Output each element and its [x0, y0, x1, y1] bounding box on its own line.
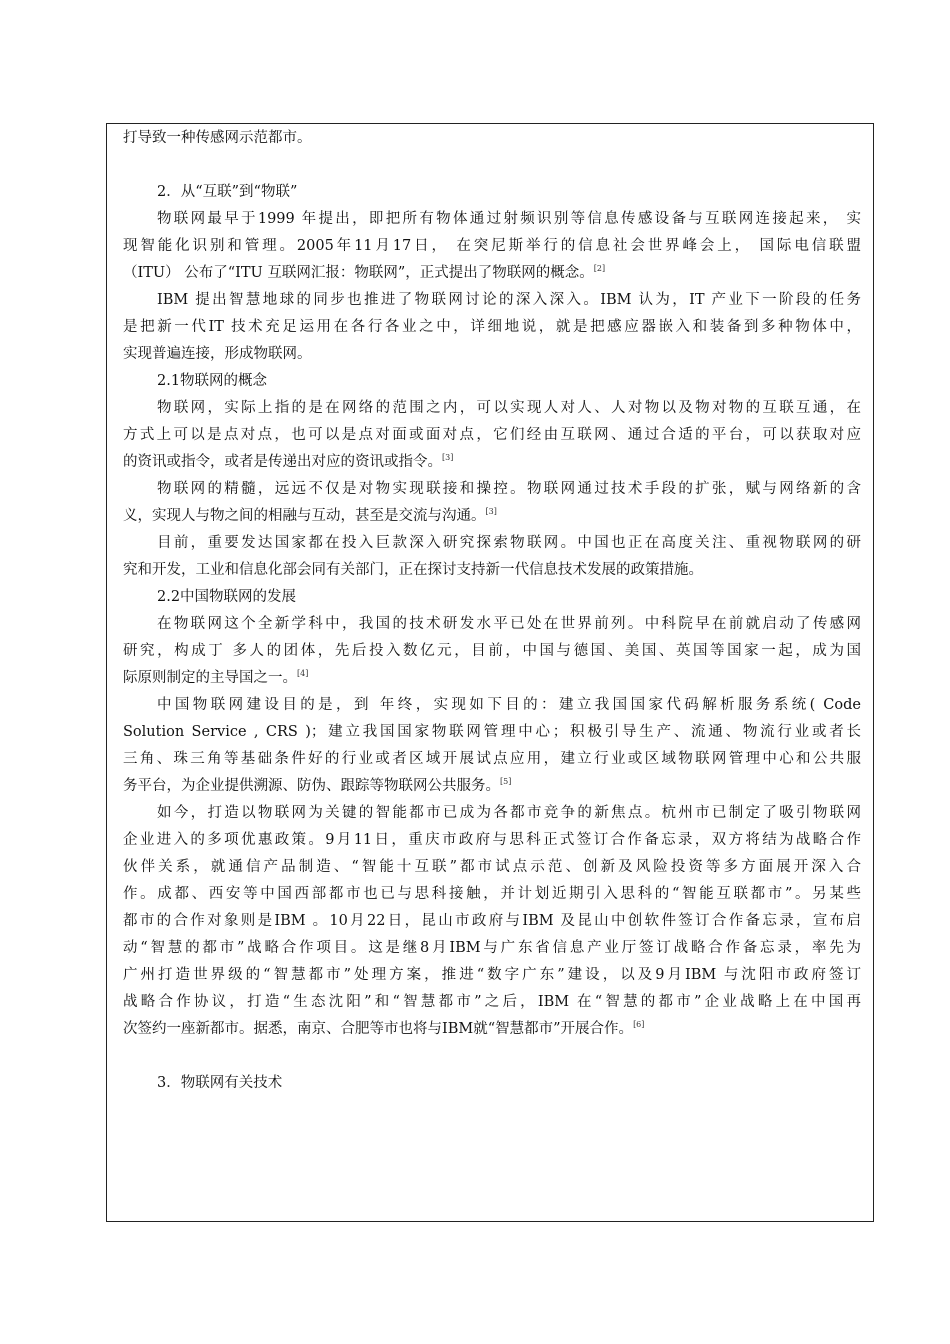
text-line: 现智能化识别和管理。2005年11月17日， 在突尼斯举行的信息社会世界峰会上， 国际电信联盟	[123, 238, 861, 254]
citation-ref: [3]	[442, 453, 454, 462]
text-line: 物联网的精髓，远远不仅是对物实现联接和操控。物联网通过技术手段的扩张，赋与网络新的含	[157, 481, 861, 497]
document-body	[123, 125, 861, 1097]
text-line: 如今，打造以物联网为关键的智能都市已成为各都市竞争的新焦点。杭州市已制定了吸引物联网	[157, 805, 861, 821]
citation-ref: [4]	[297, 669, 309, 678]
subsection-2-1-title: 2.1物联网的概念	[157, 373, 268, 389]
text-line: 物联网最早于1999 年提出，即把所有物体通过射频识别等信息传感设备与互联网连接起来， 实	[157, 211, 861, 227]
paragraph	[123, 206, 861, 287]
text-line: 中国物联网建设目的是，到 年终，实现如下目的：建立我国国家代码解析服务系统( Code	[157, 697, 861, 713]
text-line: 是把新一代IT 技术充足运用在各行各业之中，详细地说，就是把感应器嵌入和装备到多种物体中，	[123, 319, 861, 335]
text-line: （ITU） 公布了“ITU 互联网汇报：物联网”，正式提出了物联网的概念。[2]	[123, 264, 606, 281]
section-2-title: 2．从“互联”到“物联”	[157, 184, 298, 200]
text-line: 广州打造世界级的“智慧都市”处理方案，推进“数字广东”建设，以及9月IBM 与沈阳市政府签订	[123, 967, 861, 983]
text-line: 的资讯或指令，或者是传递出对应的资讯或指令。[3]	[123, 453, 454, 470]
text-line: 目前，重要发达国家都在投入巨款深入研究探索物联网。中国也正在高度关注、重视物联网的研	[157, 535, 861, 551]
text-line: 义，实现人与物之间的相融与互动，甚至是交流与沟通。[3]	[123, 507, 497, 524]
text-line: 次签约一座新都市。据悉，南京、合肥等市也将与IBM就“智慧都市”开展合作。[6]	[123, 1020, 645, 1037]
text-line: 物联网，实际上指的是在网络的范围之内，可以实现人对人、人对物以及物对物的互联互通，在	[157, 400, 861, 416]
text-line: 际原则制定的主导国之一。[4]	[123, 669, 309, 686]
citation-ref: [5]	[500, 777, 512, 786]
paragraph	[123, 692, 861, 800]
text-line: 实现普遍连接，形成物联网。	[123, 346, 312, 362]
subsection-2-2-title: 2.2中国物联网的发展	[157, 589, 297, 605]
text-line: 研究，构成丁 多人的团体，先后投入数亿元，目前，中国与德国、美国、英国等国家一起，成为国	[123, 643, 861, 659]
text-line: 三角、珠三角等基础条件好的行业或者区域开展试点应用，建立行业或区域物联网管理中心和公共服	[123, 751, 861, 767]
paragraph	[123, 611, 861, 692]
citation-ref: [6]	[633, 1020, 645, 1029]
text-line: 作。成都、西安等中国西部都市也已与思科接触，并计划近期引入思科的“智能互联都市”。另某些	[123, 886, 861, 902]
spacer	[123, 1043, 861, 1070]
paragraph	[123, 395, 861, 476]
paragraph	[123, 530, 861, 584]
paragraph	[123, 287, 861, 368]
text-line: 务平台，为企业提供溯源、防伪、跟踪等物联网公共服务。[5]	[123, 777, 512, 794]
paragraph	[123, 476, 861, 530]
citation-ref: [3]	[485, 507, 497, 516]
paragraph	[123, 800, 861, 1043]
intro-tail: 打导致一种传感网示范都市。	[123, 130, 312, 146]
text-line: 战略合作协议，打造“生态沈阳”和“智慧都市”之后，IBM 在“智慧的都市”企业战略上在中国再	[123, 994, 861, 1010]
text-line: 都市的合作对象则是IBM 。10月22日，昆山市政府与IBM 及昆山中创软件签订合作备忘录，宣布启	[123, 913, 861, 929]
document-frame	[106, 123, 874, 1222]
text-line: 究和开发，工业和信息化部会同有关部门，正在探讨支持新一代信息技术发展的政策措施。	[123, 562, 703, 578]
text-line: 企业进入的多项优惠政策。9月11日，重庆市政府与思科正式签订合作备忘录，双方将结为战略合作	[123, 832, 861, 848]
text-line: 动“智慧的都市”战略合作项目。这是继8月IBM与广东省信息产业厅签订战略合作备忘录，率先为	[123, 940, 861, 956]
spacer	[123, 152, 861, 179]
text-line: 伙伴关系，就通信产品制造、“智能十互联”都市试点示范、创新及风险投资等多方面展开深入合	[123, 859, 861, 875]
text-line: 方式上可以是点对点，也可以是点对面或面对点，它们经由互联网、通过合适的平台，可以获取对应	[123, 427, 861, 443]
text-line: Solution Service , CRS )；建立我国国家物联网管理中心；积极引导生产、流通、物流行业或者长	[123, 724, 861, 740]
text-line: IBM 提出智慧地球的同步也推进了物联网讨论的深入深入。IBM 认为，IT 产业下一阶段的任务	[157, 292, 861, 308]
text-line: 在物联网这个全新学科中，我国的技术研发水平已处在世界前列。中科院早在前就启动了传感网	[157, 616, 861, 632]
citation-ref: [2]	[593, 264, 606, 273]
section-3-title: 3．物联网有关技术	[157, 1075, 283, 1091]
